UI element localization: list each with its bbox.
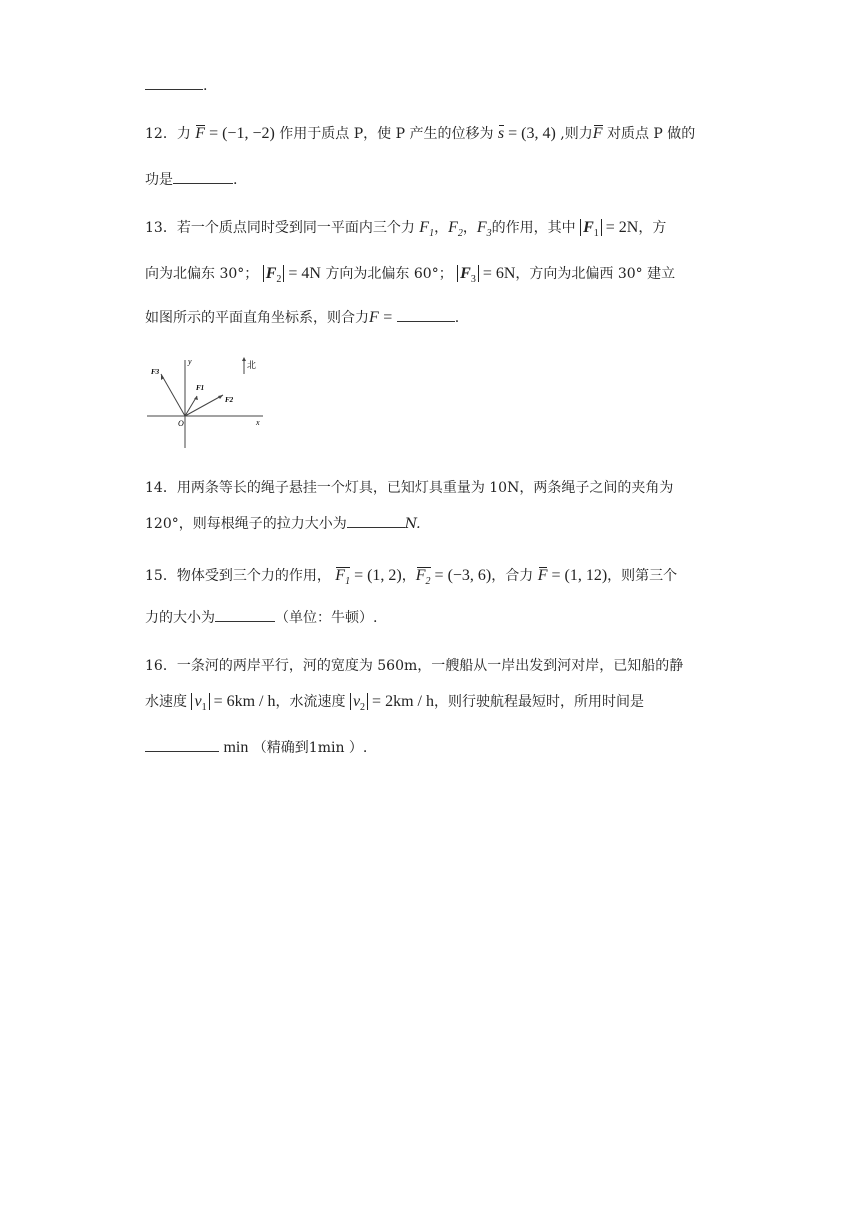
q13-line3: 如图所示的平面直角坐标系，则合力F = . xyxy=(145,306,459,328)
answer-blank xyxy=(145,74,203,90)
answer-blank xyxy=(145,736,219,752)
north-label: 北 xyxy=(247,361,257,371)
answer-blank xyxy=(215,606,275,622)
f2-vector xyxy=(185,395,223,416)
q13-line1: 13．若一个质点同时受到同一平面内三个力 $F_1$，$F_2$，$F_3$的作用，其中 $F_1 = 2N$，方 xyxy=(145,219,667,240)
answer-blank xyxy=(397,306,455,322)
f1-magnitude: $F_1 = 2N$ xyxy=(580,219,638,236)
q14-line1: 14．用两条等长的绳子悬挂一个灯具，已知灯具重量为 10N，两条绳子之间的夹角为 xyxy=(145,480,674,496)
q11-tail: . xyxy=(145,74,207,96)
q13-line2: 向为北偏东 30°； $F_2 = 4N$ 方向为北偏东 60°； $F_3 = 6N$，方向为北偏西 30° 建立 xyxy=(145,265,676,286)
vector-f2: $F_2 = (-3$, 6) xyxy=(416,567,492,584)
y-label: y xyxy=(188,357,192,366)
f2-arrowhead xyxy=(218,395,223,399)
q15-line1: 15．物体受到三个力的作用， $F_1 = (1$, 2)，$F_2 = (-3$, 6)，合力 F = (1, 12)，则第三个 xyxy=(145,566,677,592)
q14-line2: 120°，则每根绳子的拉力大小为 N. xyxy=(145,512,421,534)
q15-line2: 力的大小为 （单位：牛顿）. xyxy=(145,606,377,628)
vector-f: F = (1, 12) xyxy=(537,567,608,584)
v2-magnitude: $v_2 = 2km / h$ xyxy=(350,693,434,710)
vector-f: F = (−1, −2) xyxy=(195,125,275,142)
vector-f1: $F_1 = (1$, 2) xyxy=(335,567,401,584)
q16-line3: min （精确到1min ）. xyxy=(145,736,367,758)
f1-label: F1 xyxy=(196,384,205,392)
x-label: x xyxy=(256,418,260,427)
f3-label: F3 xyxy=(151,368,160,376)
north-arrow-head xyxy=(242,357,246,361)
answer-blank xyxy=(347,512,405,528)
f3-vector xyxy=(161,374,185,416)
v1-magnitude: $v_1 = 6km / h$ xyxy=(191,693,275,710)
f2-magnitude: $F_2 = 4N$ xyxy=(263,265,321,282)
vector-f: F xyxy=(592,125,603,142)
force-diagram xyxy=(145,352,270,452)
vector-s: s = (3, 4) xyxy=(497,125,556,142)
q16-line2: 水速度 $v_1 = 6km / h$，水流速度 $v_2 = 2km / h$，则行驶航程最短时，所用时间是 xyxy=(145,693,644,714)
origin-label: O xyxy=(178,419,184,428)
f3-magnitude: $F_3 = 6N$ xyxy=(457,265,515,282)
f2-label: F2 xyxy=(225,396,234,404)
answer-blank xyxy=(173,168,233,184)
q16-line1: 16．一条河的两岸平行，河的宽度为 560m，一艘船从一岸出发到河对岸，已知船的静 xyxy=(145,658,684,674)
q12-line2: 功是 . xyxy=(145,168,237,190)
q12-line1: 12．力 F = (−1, −2) 作用于质点 P，使 P 产生的位移为 s = (3, 4) ,则力F 对质点 P 做的 xyxy=(145,125,696,142)
